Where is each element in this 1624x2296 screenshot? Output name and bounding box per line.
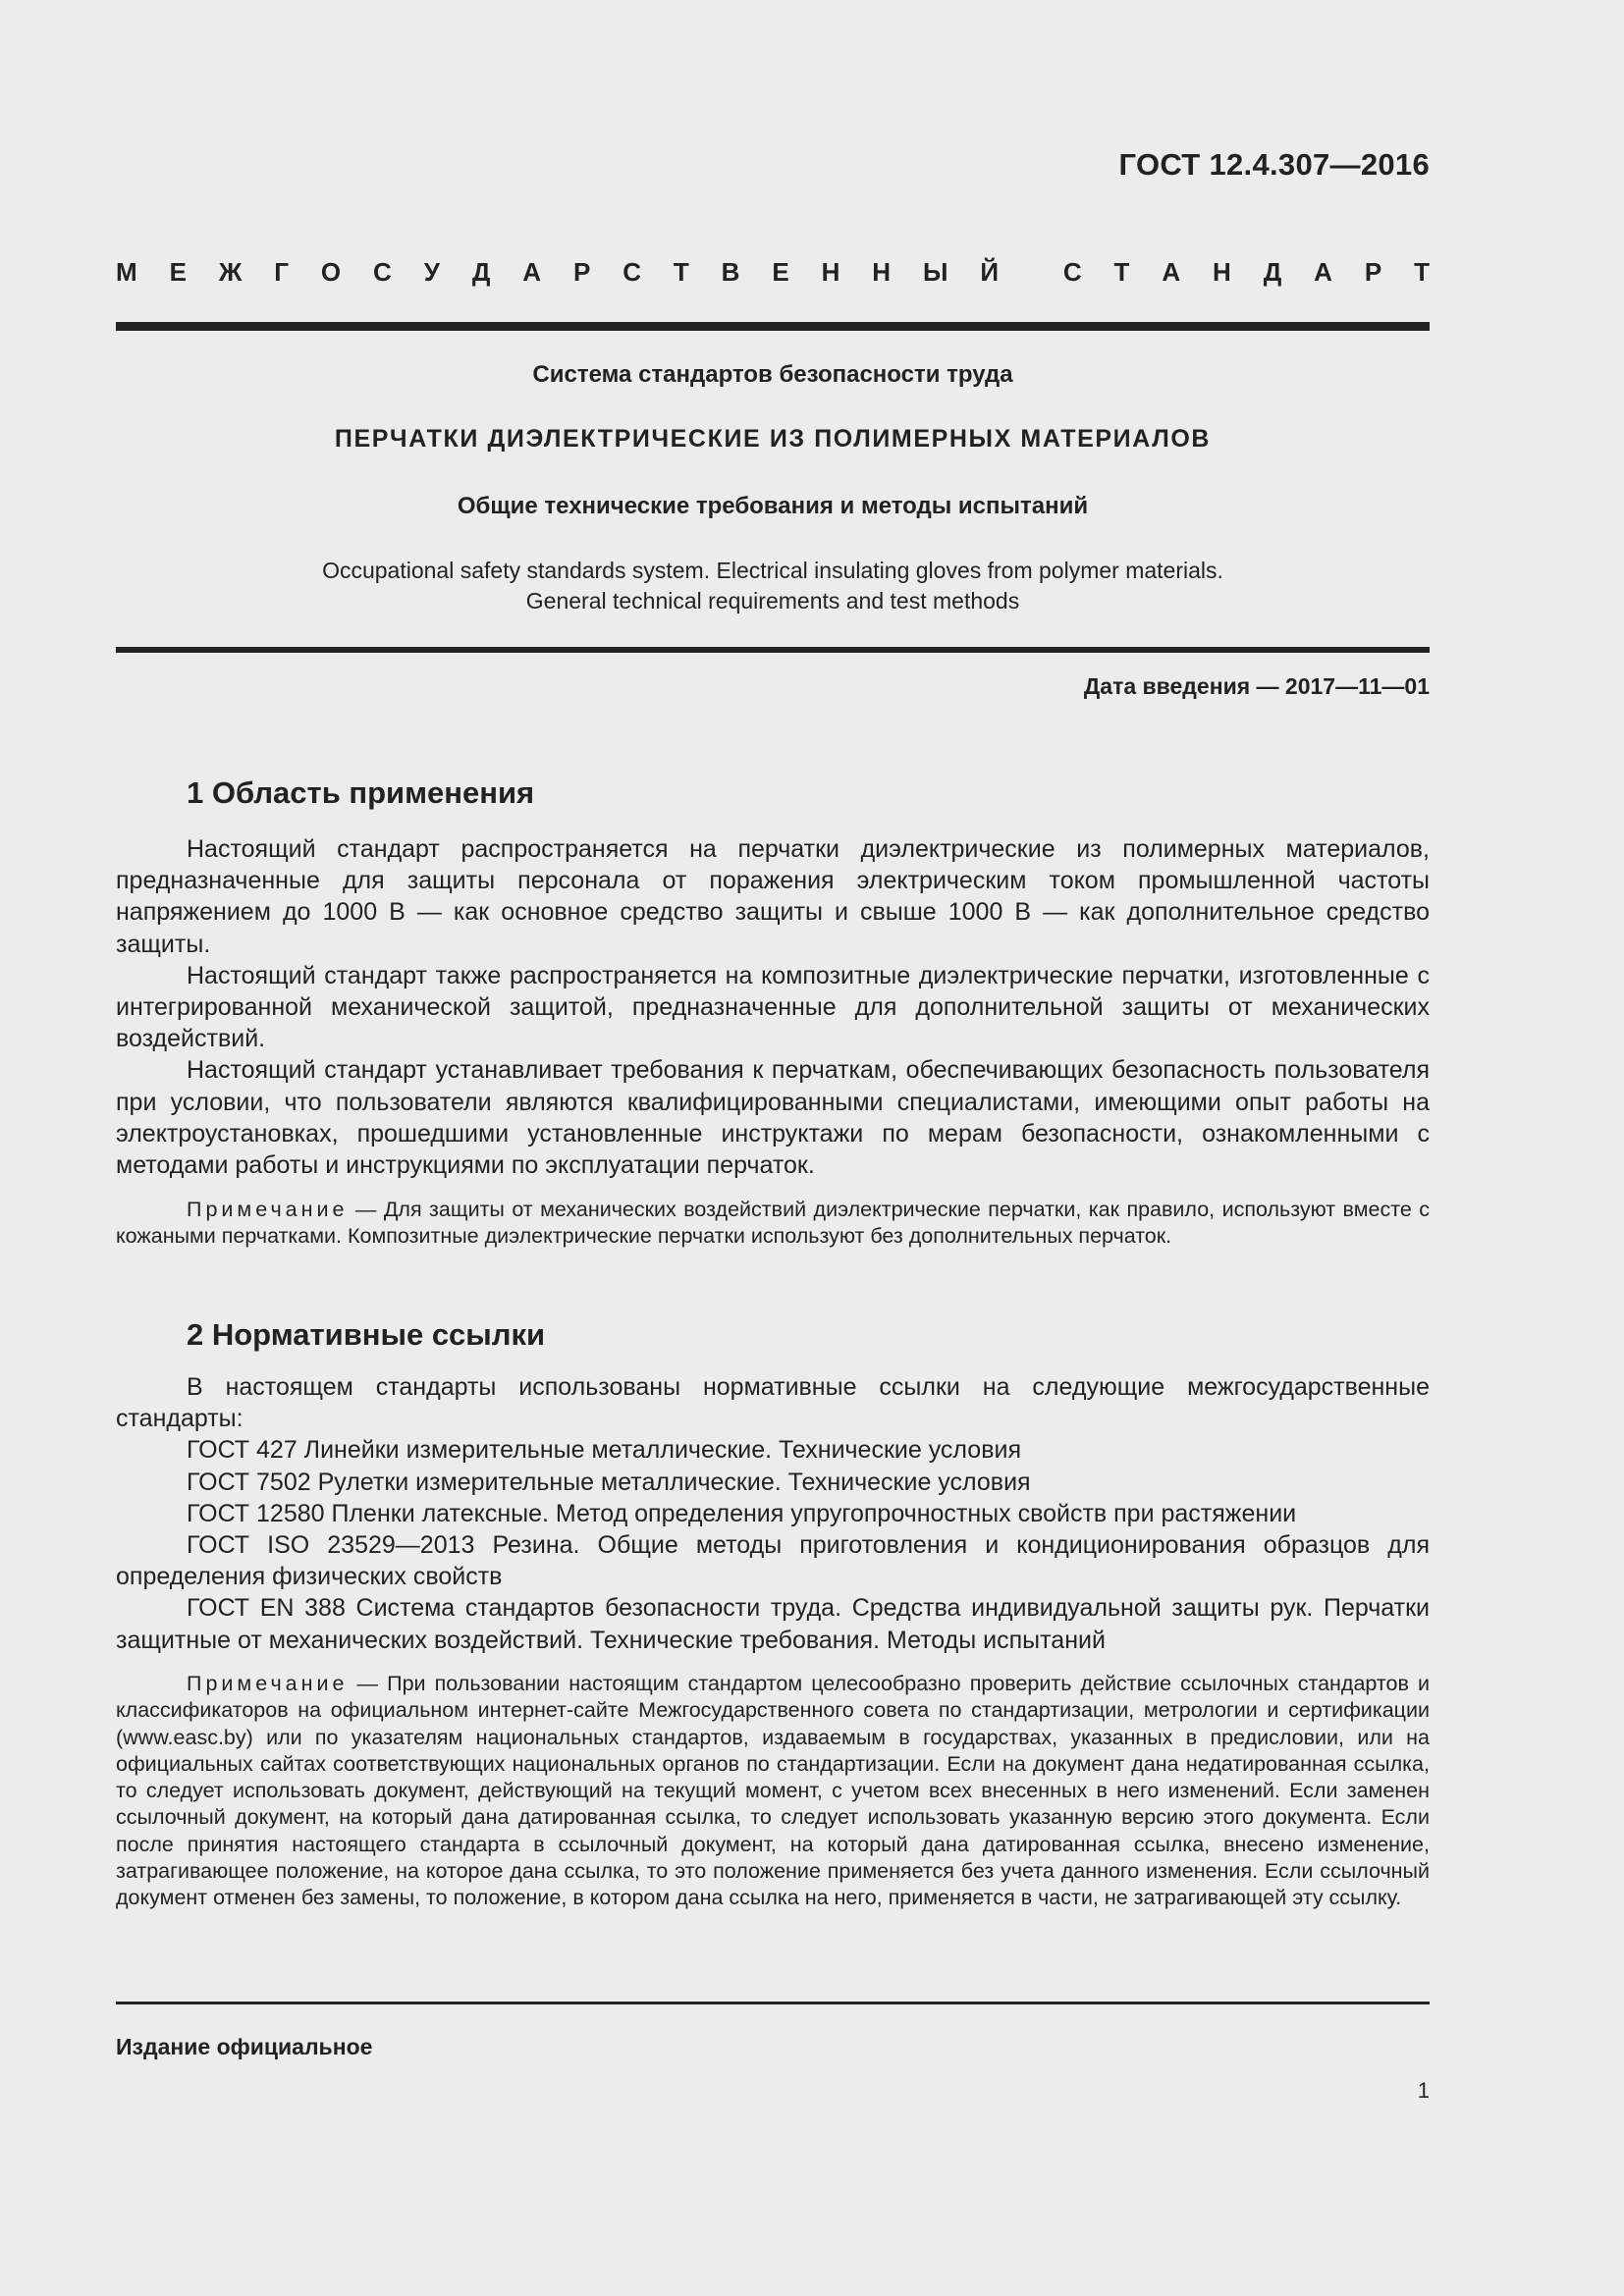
header-letter: Г xyxy=(274,257,289,287)
section-1-heading: 1 Область применения xyxy=(187,775,535,810)
header-letter: Т xyxy=(1113,257,1130,287)
paragraph: Настоящий стандарт также распространяется на композитные диэлектрические перчатки, изготовленные с интегрированной механической защитой, предназначенные для дополнительной защиты от механических воздействий. xyxy=(116,961,1430,1053)
header-letter: Ы xyxy=(922,257,948,287)
paragraph: Настоящий стандарт устанавливает требования к перчаткам, обеспечивающих безопасность пользователя при условии, что пользователи являются квалифицированными специалистами, имеющими опыт работы на электроустановках, прошедшими установленные инструктажи по мерам безопасности, ознакомленными с методами работы и инструкциями по эксплуатации перчаток. xyxy=(116,1056,1430,1180)
note-text: — При пользовании настоящим стандартом целесообразно проверить действие ссылочных стандартов и классификаторов на официальном интернет-сайте Межгосударственного совета по стандартизации, метрологии и сертификации (www.easc.by) или по указателям национальных стандартов, издаваемым в государствах, указанных в предисловии, или на официальных сайтах соответствующих национальных органов по стандартизации. Если на документ дана недатированная ссылка, то следует использовать документ, действующий на текущий момент, с учетом всех внесенных в него изменений. Если заменен ссылочный документ, на который дана датированная ссылка, то следует использовать указанную версию этого документа. Если после принятия настоящего стандарта в ссылочный документ, на который дана датированная ссылка, внесено изменение, затрагивающее положение, на которое дана ссылка, то это положение применяется без учета данного изменения. Если ссылочный документ отменен без замены, то положение, в котором дана ссылка на него, применяется в части, не затрагивающей эту ссылку. xyxy=(116,1672,1430,1910)
reference-item: ГОСТ 12580 Пленки латексные. Метод определения упругопрочностных свойств при растяжении xyxy=(187,1499,1297,1527)
header-letter: Д xyxy=(471,257,491,287)
subtitle: Общие технические требования и методы испытаний xyxy=(457,493,1089,519)
header-letter: С xyxy=(1062,257,1082,287)
page-number: 1 xyxy=(1417,2078,1430,2103)
header-letter: Р xyxy=(572,257,591,287)
reference-item: ГОСТ ISO 23529—2013 Резина. Общие методы приготовления и кондиционирования образцов для определения физических свойств xyxy=(116,1531,1430,1591)
header-letter: О xyxy=(320,257,342,287)
header-letter: Д xyxy=(1263,257,1282,287)
reference-item: ГОСТ 427 Линейки измерительные металлические. Технические условия xyxy=(187,1436,1021,1465)
section-2-body xyxy=(116,1371,1430,1656)
header-letter: Е xyxy=(169,257,187,287)
note-label: Примечание xyxy=(187,1672,349,1695)
note-text: — Для защиты от механических воздействий диэлектрические перчатки, как правило, используют вместе с кожаными перчатками. Композитные диэлектрические перчатки используют без дополнительных перчаток. xyxy=(116,1198,1430,1249)
header-letter: У xyxy=(423,257,440,287)
paragraph: Настоящий стандарт распространяется на перчатки диэлектрические из полимерных материалов, предназначенные для защиты персонала от поражения электрическим током промышленной частоты напряжением до 1000 В — как основное средство защиты и свыше 1000 В — как дополнительное средство защиты. xyxy=(116,835,1430,958)
header-letter: Й xyxy=(980,257,1000,287)
english-title-line-2: General technical requirements and test methods xyxy=(525,588,1020,614)
header-letter: Е xyxy=(772,257,789,287)
english-title xyxy=(116,556,1430,616)
title-divider xyxy=(116,647,1430,653)
header-letter: С xyxy=(623,257,641,287)
reference-item: ГОСТ 7502 Рулетки измерительные металлические. Технические условия xyxy=(187,1468,1031,1496)
section-2-note xyxy=(116,1671,1430,1912)
header-letter: Р xyxy=(1364,257,1382,287)
header-letter: Ж xyxy=(218,257,243,287)
section-1-body xyxy=(116,833,1430,1181)
footer-divider xyxy=(116,2002,1430,2004)
section-1-note xyxy=(116,1197,1430,1251)
header-letter: Н xyxy=(1213,257,1231,287)
header-divider xyxy=(116,322,1430,331)
standards-series-title: Система стандартов безопасности труда xyxy=(532,361,1013,388)
section-2-heading: 2 Нормативные ссылки xyxy=(187,1317,546,1352)
main-title: ПЕРЧАТКИ ДИЭЛЕКТРИЧЕСКИЕ ИЗ ПОЛИМЕРНЫХ МАТЕРИАЛОВ xyxy=(334,425,1212,453)
header-letter: А xyxy=(1314,257,1332,287)
header-letter: Н xyxy=(872,257,892,287)
header-letter: С xyxy=(373,257,392,287)
document-number: ГОСТ 12.4.307—2016 xyxy=(1118,147,1430,182)
reference-item: ГОСТ EN 388 Система стандартов безопасности труда. Средства индивидуальной защиты рук. Перчатки защитные от механических воздействий. Технические требования. Методы испытаний xyxy=(116,1594,1430,1654)
note-label: Примечание xyxy=(187,1198,349,1221)
header-letter: А xyxy=(1162,257,1181,287)
english-title-line-1: Occupational safety standards system. Electrical insulating gloves from polymer materials. xyxy=(322,558,1223,583)
header-letter: Т xyxy=(1414,257,1430,287)
interstate-standard-header xyxy=(116,257,1430,288)
edition-label: Издание официальное xyxy=(116,2034,373,2059)
header-letter: Т xyxy=(673,257,689,287)
header-letter: А xyxy=(522,257,542,287)
paragraph: В настоящем стандарты использованы нормативные ссылки на следующие межгосударственные стандарты: xyxy=(116,1373,1430,1433)
header-letter: Н xyxy=(821,257,840,287)
header-letter: В xyxy=(721,257,740,287)
introduction-date: Дата введения — 2017—11—01 xyxy=(1083,673,1430,699)
header-letter: М xyxy=(116,257,137,287)
document-page xyxy=(116,0,1430,2296)
